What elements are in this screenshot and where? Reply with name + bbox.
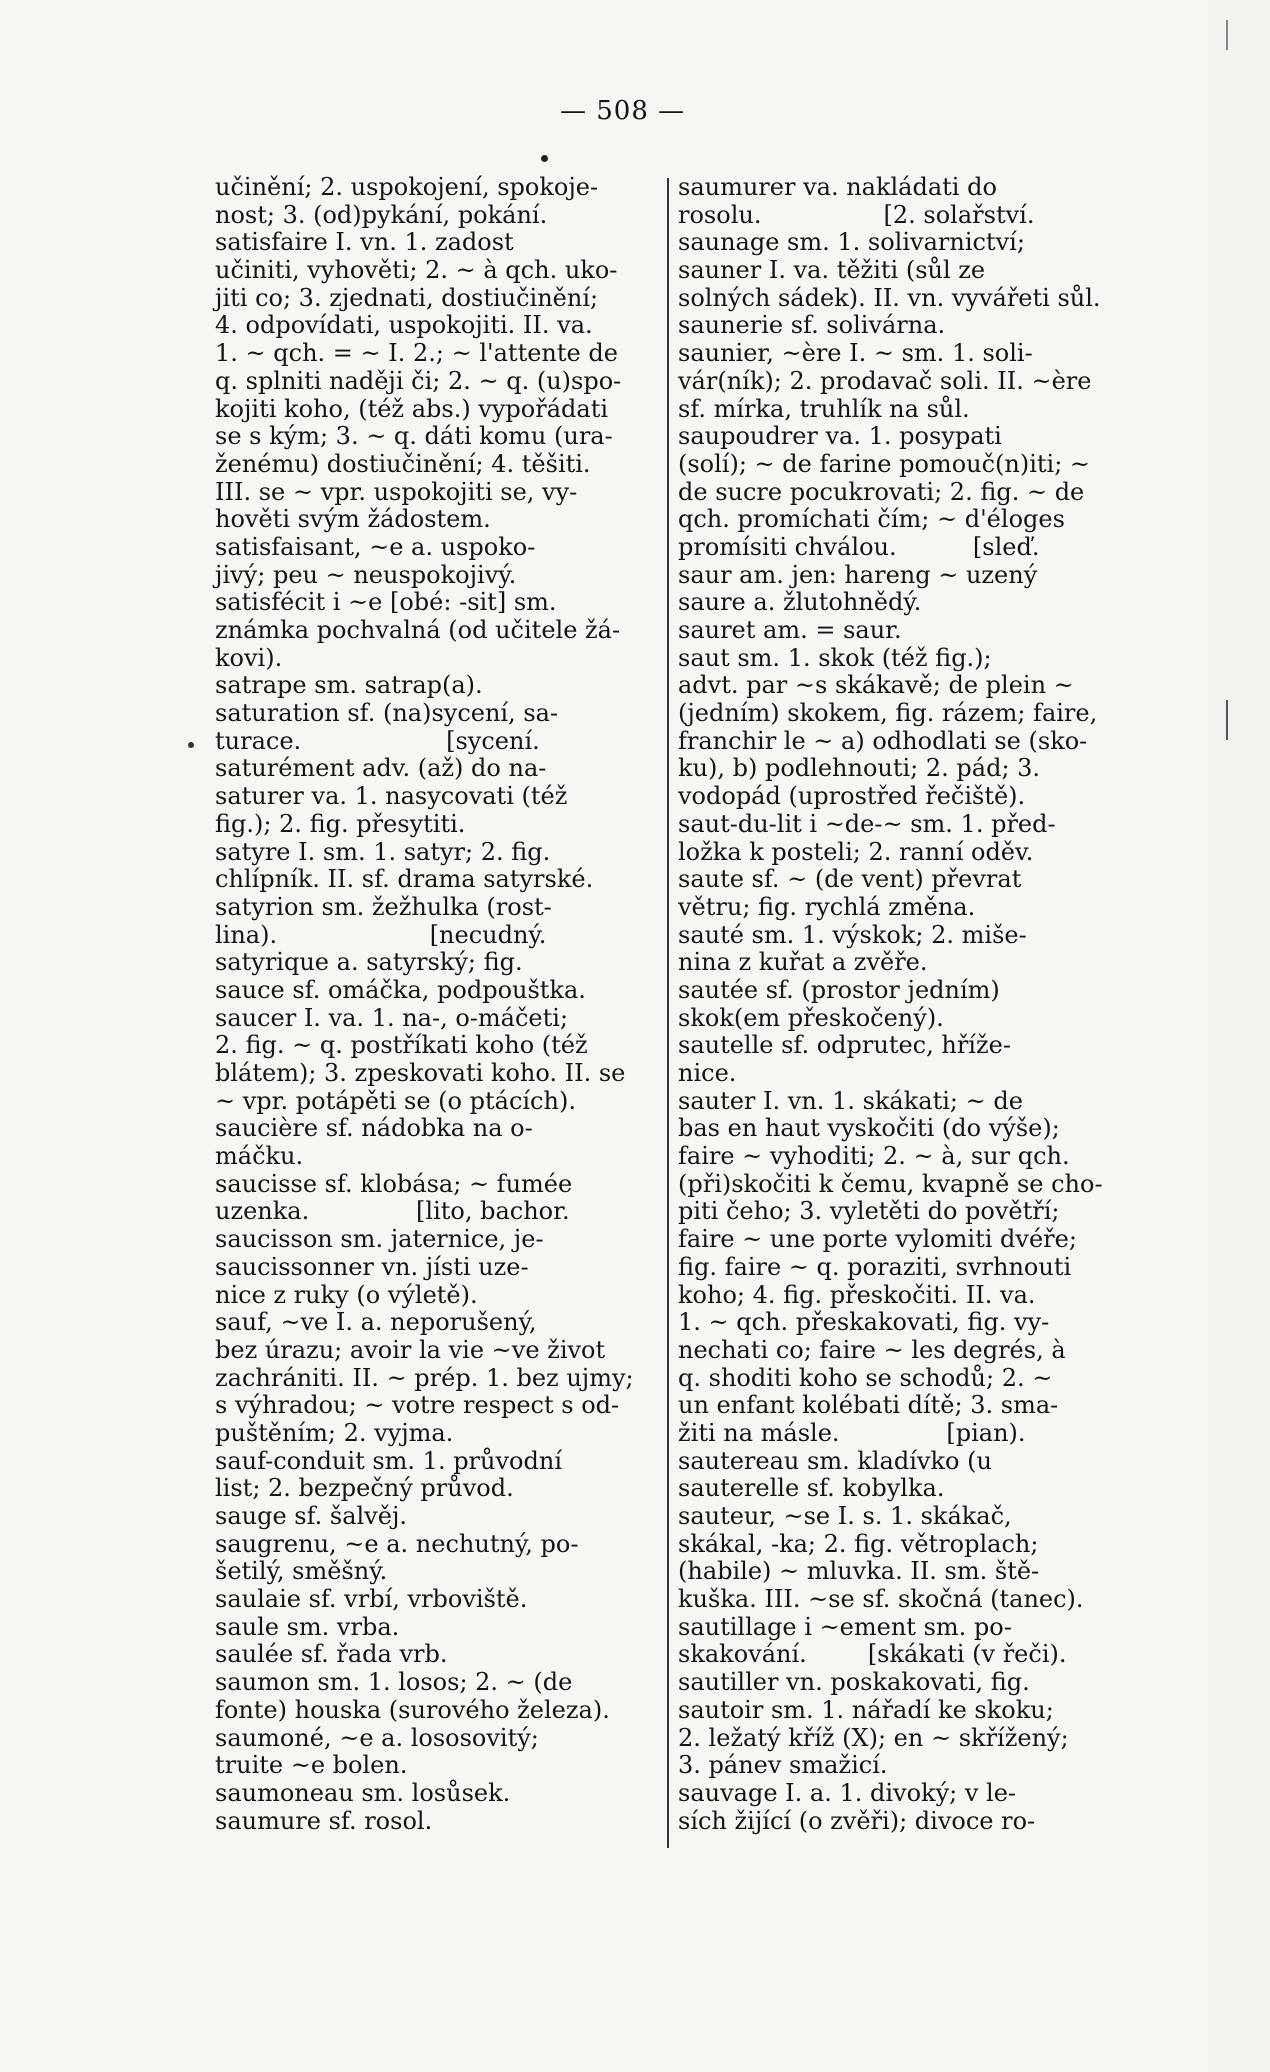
dictionary-line: sauter I. vn. 1. skákati; ~ de: [678, 1086, 1023, 1115]
dictionary-line: 3. pánev smažicí.: [678, 1751, 888, 1780]
dictionary-line: satisfécit i ~e [obé: -sit] sm.: [215, 588, 557, 617]
dictionary-line: hověti svým žádostem.: [215, 505, 491, 534]
dictionary-line: sautelle sf. odprutec, hříže-: [678, 1031, 1011, 1060]
dictionary-line: bas en haut vyskočiti (do výše);: [678, 1114, 1060, 1143]
dictionary-line: saucisson sm. jaternice, je-: [215, 1225, 544, 1254]
dictionary-line: učiniti, vyhověti; 2. ~ à qch. uko-: [215, 256, 618, 285]
dictionary-line: saturément adv. (až) do na-: [215, 754, 547, 783]
dictionary-line: satisfaisant, ~e a. uspoko-: [215, 532, 536, 561]
dictionary-line: sauterelle sf. kobylka.: [678, 1474, 945, 1503]
dictionary-line: truite ~e bolen.: [215, 1751, 408, 1780]
dictionary-line: chlípník. II. sf. drama satyrské.: [215, 865, 594, 894]
dictionary-line: solných sádek). II. vn. vyvářeti sůl.: [678, 283, 1101, 312]
dictionary-line: kovi).: [215, 643, 283, 672]
dictionary-line: kojiti koho, (též abs.) vypořádati: [215, 394, 609, 423]
dictionary-line: fonte) houska (surového železa).: [215, 1695, 610, 1724]
dictionary-line: uzenka. [lito, bachor.: [215, 1197, 570, 1226]
dictionary-line: saunage sm. 1. solivarnictví;: [678, 228, 1025, 257]
dictionary-line: šetilý, směšný.: [215, 1557, 388, 1586]
dictionary-line: sautoir sm. 1. nářadí ke skoku;: [678, 1695, 1054, 1724]
dictionary-line: 1. ~ qch. přeskakovati, fig. vy-: [678, 1308, 1050, 1337]
dictionary-line: fig. faire ~ q. poraziti, svrhnouti: [678, 1252, 1072, 1281]
dictionary-line: 2. fig. ~ q. postříkati koho (též: [215, 1031, 588, 1060]
dictionary-line: saturer va. 1. nasycovati (též: [215, 782, 568, 811]
dictionary-line: list; 2. bezpečný průvod.: [215, 1474, 514, 1503]
dictionary-line: de sucre pocukrovati; 2. fig. ~ de: [678, 477, 1085, 506]
page-number: — 508 —: [560, 96, 686, 126]
dictionary-line: satyrique a. satyrský; fig.: [215, 948, 523, 977]
right-column: [678, 174, 1158, 1835]
dictionary-line: saugrenu, ~e a. nechutný, po-: [215, 1529, 579, 1558]
dictionary-line: saumurer va. nakládati do: [678, 173, 997, 201]
dictionary-line: un enfant kolébati dítě; 3. sma-: [678, 1391, 1059, 1420]
dictionary-line: III. se ~ vpr. uspokojiti se, vy-: [215, 477, 578, 506]
dictionary-line: sauf, ~ve I. a. neporušený,: [215, 1308, 537, 1337]
dictionary-line: blátem); 3. zpeskovati koho. II. se: [215, 1059, 626, 1087]
dictionary-line: vodopád (uprostřed řečiště).: [678, 782, 1026, 811]
dictionary-line: saupoudrer va. 1. posypati: [678, 422, 1002, 451]
dictionary-line: sf. mírka, truhlík na sůl.: [678, 394, 970, 423]
dictionary-line: promísiti chválou. [sleď.: [678, 532, 1040, 561]
dictionary-line: větru; fig. rychlá změna.: [678, 892, 976, 921]
dictionary-line: sautillage i ~ement sm. po-: [678, 1612, 1012, 1641]
dictionary-line: saure a. žlutohnědý.: [678, 588, 922, 617]
dictionary-line: saucisse sf. klobása; ~ fumée: [215, 1169, 573, 1198]
dictionary-line: nina z kuřat a zvěře.: [678, 948, 928, 977]
scan-mark: [1226, 700, 1228, 740]
dictionary-line: jivý; peu ~ neuspokojivý.: [215, 560, 517, 589]
dictionary-line: franchir le ~ a) odhodlati se (sko-: [678, 726, 1088, 755]
dictionary-line: ložka k posteli; 2. ranní oděv.: [678, 837, 1034, 866]
print-speck: [188, 742, 194, 748]
column-divider: [667, 178, 669, 1848]
dictionary-line: saunier, ~ère I. ~ sm. 1. soli-: [678, 339, 1033, 368]
dictionary-line: sauteur, ~se I. s. 1. skákač,: [678, 1502, 1012, 1530]
scan-edge-strip: [1208, 0, 1270, 2072]
dictionary-line: sauvage I. a. 1. divoký; v le-: [678, 1778, 1017, 1807]
dictionary-line: qch. promíchati čím; ~ d'éloges: [678, 505, 1065, 534]
dictionary-line: saulée sf. řada vrb.: [215, 1640, 448, 1669]
dictionary-line: 2. ležatý kříž (X); en ~ skřížený;: [678, 1723, 1069, 1752]
dictionary-line: se s kým; 3. ~ q. dáti komu (ura-: [215, 422, 613, 451]
dictionary-line: saunerie sf. solivárna.: [678, 311, 946, 340]
dictionary-line: saucer I. va. 1. na-, o-máčeti;: [215, 1003, 569, 1032]
dictionary-line: ženému) dostiučinění; 4. těšiti.: [215, 449, 591, 478]
dictionary-line: saucière sf. nádobka na o-: [215, 1114, 533, 1143]
dictionary-line: 4. odpovídati, uspokojiti. II. va.: [215, 311, 593, 340]
dictionary-line: vár(ník); 2. prodavač soli. II. ~ère: [678, 366, 1092, 395]
dictionary-line: lina). [necudný.: [215, 920, 547, 949]
dictionary-line: faire ~ vyhoditi; 2. ~ à, sur qch.: [678, 1142, 1070, 1171]
dictionary-line: máčku.: [215, 1142, 304, 1171]
dictionary-line: skok(em přeskočený).: [678, 1003, 944, 1032]
dictionary-line: s výhradou; ~ votre respect s od-: [215, 1391, 620, 1420]
dictionary-line: koho; 4. fig. přeskočiti. II. va.: [678, 1280, 1036, 1309]
left-column: [215, 174, 660, 1835]
dictionary-line: bez úrazu; avoir la vie ~ve život: [215, 1335, 606, 1364]
dictionary-line: satisfaire I. vn. 1. zadost: [215, 228, 514, 257]
dictionary-line: puštěním; 2. vyjma.: [215, 1418, 454, 1447]
dictionary-line: žiti na másle. [pian).: [678, 1418, 1026, 1447]
dictionary-line: (jedním) skokem, fig. rázem; faire,: [678, 699, 1098, 728]
dictionary-line: saumoné, ~e a. lososovitý;: [215, 1723, 539, 1752]
dictionary-line: saulaie sf. vrbí, vrboviště.: [215, 1585, 528, 1614]
dictionary-line: advt. par ~s skákavě; de plein ~: [678, 671, 1074, 700]
dictionary-line: kuška. III. ~se sf. skočná (tanec).: [678, 1585, 1084, 1614]
dictionary-line: jiti co; 3. zjednati, dostiučinění;: [215, 283, 599, 312]
dictionary-line: turace. [sycení.: [215, 726, 540, 755]
dictionary-line: nost; 3. (od)pykání, pokání.: [215, 200, 548, 229]
dictionary-line: piti čeho; 3. vyletěti do povětří;: [678, 1197, 1060, 1226]
dictionary-line: ~ vpr. potápěti se (o ptácích).: [215, 1086, 576, 1115]
dictionary-line: saule sm. vrba.: [215, 1612, 400, 1641]
dictionary-line: zachrániti. II. ~ prép. 1. bez ujmy;: [215, 1363, 634, 1392]
dictionary-line: nechati co; faire ~ les degrés, à: [678, 1335, 1066, 1364]
dictionary-line: sauge sf. šalvěj.: [215, 1502, 408, 1530]
dictionary-line: satyrion sm. žežhulka (rost-: [215, 892, 552, 921]
dictionary-line: známka pochvalná (od učitele žá-: [215, 616, 621, 644]
dictionary-line: (solí); ~ de farine pomouč(n)iti; ~: [678, 449, 1091, 478]
dictionary-line: saturation sf. (na)sycení, sa-: [215, 699, 559, 728]
dictionary-line: sautée sf. (prostor jedním): [678, 975, 1000, 1004]
dictionary-line: sauf-conduit sm. 1. průvodní: [215, 1446, 562, 1475]
dictionary-line: saumoneau sm. losůsek.: [215, 1778, 511, 1807]
scan-mark: [1226, 20, 1228, 50]
dictionary-line: skakování. [skákati (v řeči).: [678, 1640, 1067, 1669]
dictionary-line: saut sm. 1. skok (též fig.);: [678, 643, 992, 672]
dictionary-line: saumon sm. 1. losos; 2. ~ (de: [215, 1668, 573, 1697]
dictionary-line: nice z ruky (o výletě).: [215, 1280, 478, 1309]
dictionary-line: učinění; 2. uspokojení, spokoje-: [215, 173, 599, 201]
dictionary-line: sauté sm. 1. výskok; 2. miše-: [678, 920, 1027, 949]
dictionary-line: sích žijící (o zvěři); divoce ro-: [678, 1806, 1036, 1835]
dictionary-line: saumure sf. rosol.: [215, 1806, 433, 1835]
dictionary-line: q. splniti naději či; 2. ~ q. (u)spo-: [215, 366, 622, 395]
dictionary-line: sauner I. va. těžiti (sůl ze: [678, 256, 986, 285]
dictionary-line: sautereau sm. kladívko (u: [678, 1446, 992, 1475]
dictionary-line: ku), b) podlehnouti; 2. pád; 3.: [678, 754, 1041, 783]
dictionary-line: 1. ~ qch. = ~ I. 2.; ~ l'attente de: [215, 339, 618, 368]
dictionary-line: skákal, -ka; 2. fig. větroplach;: [678, 1529, 1039, 1558]
dictionary-line: sautiller vn. poskakovati, fig.: [678, 1668, 1030, 1697]
dictionary-line: q. shoditi koho se schodů; 2. ~: [678, 1363, 1053, 1392]
dictionary-line: saute sf. ~ (de vent) převrat: [678, 865, 1022, 894]
dictionary-line: rosolu. [2. solařství.: [678, 200, 1035, 229]
dictionary-line: nice.: [678, 1059, 737, 1087]
dictionary-line: saucissonner vn. jísti uze-: [215, 1252, 529, 1281]
dictionary-line: saut-du-lit i ~de-~ sm. 1. před-: [678, 809, 1056, 838]
dictionary-line: faire ~ une porte vylomiti dvéře;: [678, 1225, 1077, 1254]
print-dot: [541, 155, 548, 162]
dictionary-line: satyre I. sm. 1. satyr; 2. fig.: [215, 837, 551, 866]
dictionary-line: fig.); 2. fig. přesytiti.: [215, 809, 466, 838]
dictionary-line: (habile) ~ mluvka. II. sm. ště-: [678, 1557, 1040, 1586]
dictionary-line: saur am. jen: hareng ~ uzený: [678, 560, 1038, 589]
dictionary-line: sauce sf. omáčka, podpouštka.: [215, 975, 586, 1004]
dictionary-line: (při)skočiti k čemu, kvapně se cho-: [678, 1169, 1103, 1198]
dictionary-line: satrape sm. satrap(a).: [215, 671, 483, 700]
dictionary-line: sauret am. = saur.: [678, 616, 902, 644]
